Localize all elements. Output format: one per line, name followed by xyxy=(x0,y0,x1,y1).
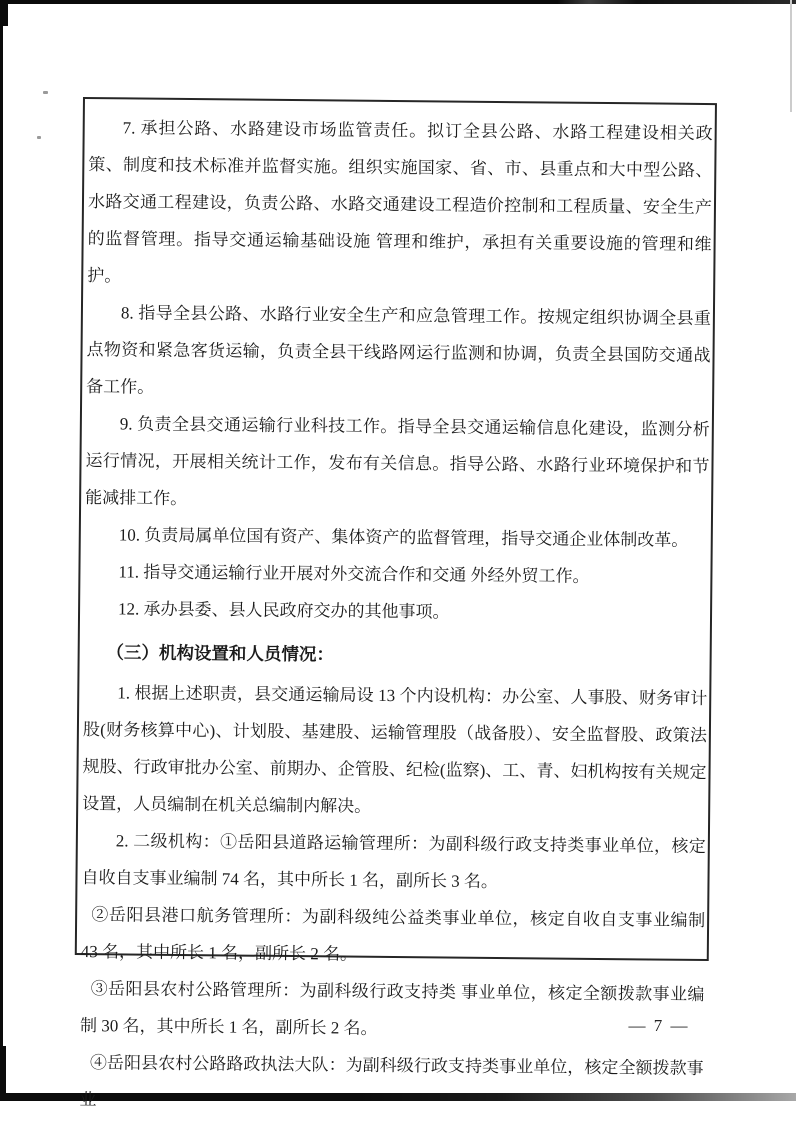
dust-speck xyxy=(37,136,41,139)
org-item-2-3: ③岳阳县农村公路管理所：为副科级行政支持类 事业单位，核定全额拨款事业编制 30 名，其中所长 1 名，副所长 2 名。 xyxy=(79,979,705,1038)
org-item-2-2: ②岳阳县港口航务管理所：为副科级纯公益类事业单位，核定自收自支事业编制 43 名，其中所长 1 名，副所长 2 名。 xyxy=(80,905,706,964)
section-heading-3: （三）机构设置和人员情况： xyxy=(106,642,335,665)
clause-11: 11. 指导交通运输行业开展对外交流合作和交通 外经外贸工作。 xyxy=(118,562,590,586)
clause-8: 8. 指导全县公路、水路行业安全生产和应急管理工作。按规定组织协调全县重点物资和紧急客货运输，负责全县干线路网运行监测和协调，负责全县国防交通战备工作。 xyxy=(86,303,711,397)
org-item-1: 1. 根据上述职责，县交通运输局设 13 个内设机构：办公室、人事股、财务审计股(财务核算中心)、计划股、基建股、运输管理股（战备股）、安全监督股、政策法规股、行政审批办公室、前期办、企管股、纪检(监察)、工、青、妇机构按有关规定设置，人员编制在机关总编制内解决。 xyxy=(82,683,708,816)
clause-12: 12. 承办县委、县人民政府交办的其他事项。 xyxy=(117,599,450,622)
clause-9: 9. 负责全县交通运输行业科技工作。指导全县交通运输信息化建设，监测分析运行情况，开展相关统计工作，发布有关信息。指导公路、水路行业环境保护和节能减排工作。 xyxy=(85,414,710,509)
scan-edge-right-top xyxy=(790,0,792,112)
clause-10: 10. 负责局属单位国有资产、集体资产的监督管理，指导交通企业体制改革。 xyxy=(118,525,689,550)
clause-7: 7. 承担公路、水路建设市场监管责任。拟订全县公路、水路工程建设相关政策、制度和技术标准并监督实施。组织实施国家、省、市、县重点和大中型公路、水路交通工程建设，负责公路、水路交通建设工程造价控制和工程质量、安全生产的监督管理。指导交通运输基础设施 管理和维护，承担有关重要设施的管理和维护。 xyxy=(87,118,713,286)
document-content-box xyxy=(75,97,717,1110)
document-text-block xyxy=(79,109,713,1124)
org-item-2-4: ④岳阳县农村公路路政执法大队：为副科级行政支持类事业单位，核定全额拨款事业 xyxy=(79,1053,704,1110)
scan-edge-left-top xyxy=(0,0,8,26)
scan-edge-top xyxy=(0,0,796,4)
scan-edge-left xyxy=(0,0,3,1101)
org-item-2: 2. 二级机构：①岳阳县道路运输管理所：为副科级行政支持类事业单位，核定自收自支事业编制 74 名，其中所长 1 名，副所长 3 名。 xyxy=(81,831,706,892)
page-number: — 7 — xyxy=(628,1016,690,1035)
dust-speck xyxy=(43,91,48,94)
